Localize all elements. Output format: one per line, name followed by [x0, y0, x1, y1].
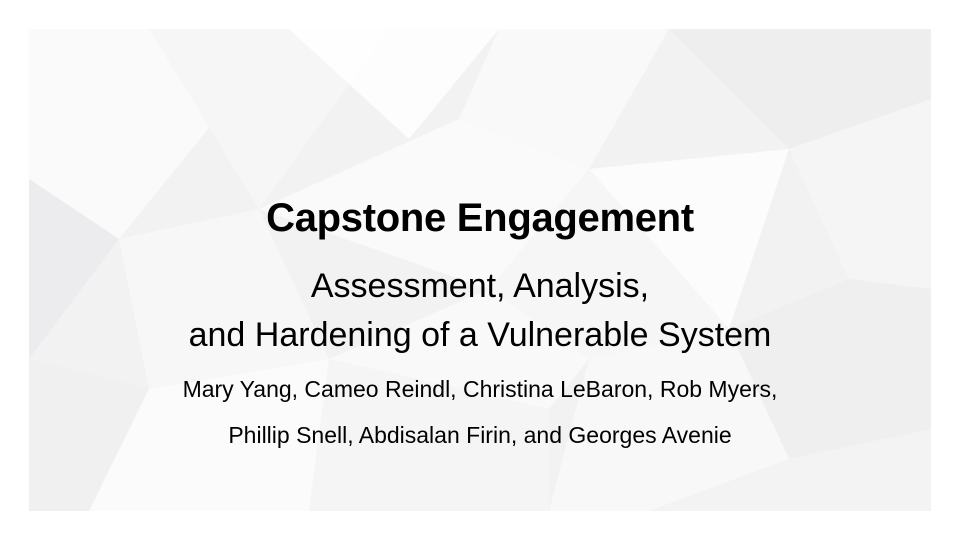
slide-title: Capstone Engagement: [266, 196, 694, 240]
title-block: [29, 29, 931, 511]
authors-line-2: Phillip Snell, Abdisalan Firin, and Georges Avenie: [228, 422, 732, 448]
title-slide: [29, 29, 931, 511]
authors-line-1: Mary Yang, Cameo Reindl, Christina LeBaron, Rob Myers,: [182, 376, 778, 402]
subtitle-line-2: and Hardening of a Vulnerable System: [188, 316, 772, 354]
subtitle-line-1: Assessment, Analysis,: [310, 267, 650, 305]
